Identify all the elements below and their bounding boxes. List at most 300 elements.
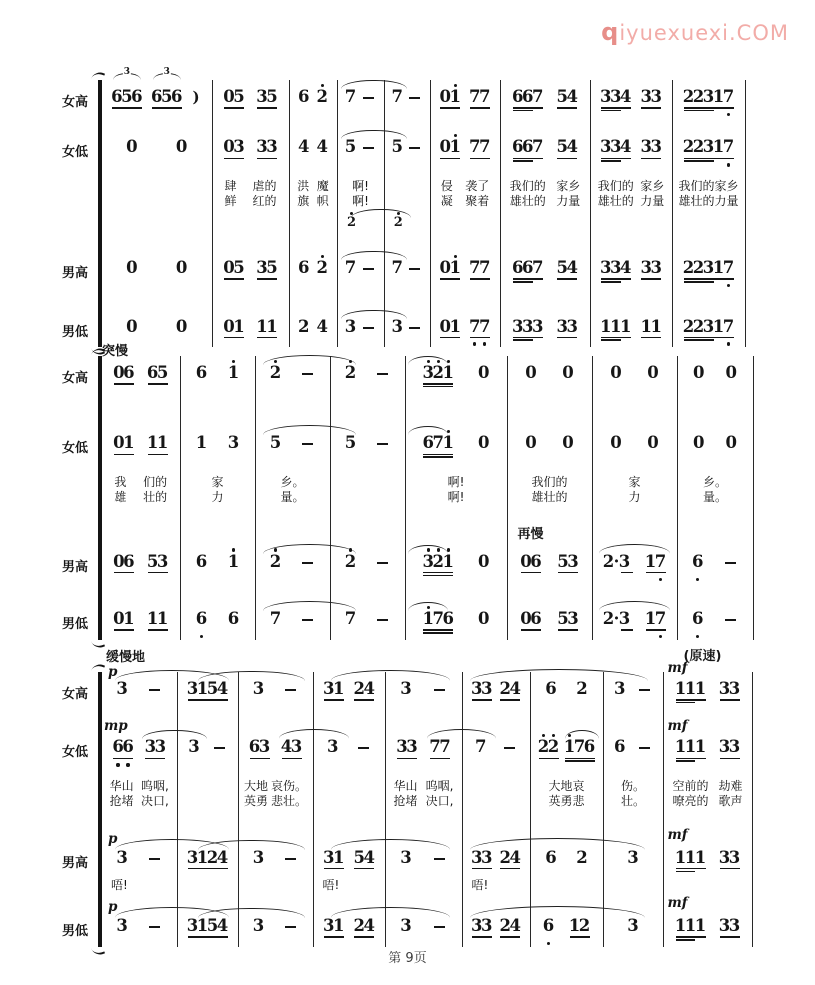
- measure: [100, 779, 177, 794]
- low-octave-dot-slot: [324, 941, 334, 947]
- beam-underline: [324, 699, 344, 700]
- beam-underline: [346, 278, 356, 279]
- lyric-segment: 啊!: [352, 193, 369, 208]
- beam-underline: [611, 383, 621, 384]
- note-digits: 1 1 1: [674, 737, 707, 757]
- note-digits: 7 7: [469, 316, 491, 336]
- triplet-mark: 3: [113, 70, 141, 79]
- lyric-segment: 力量: [556, 193, 581, 208]
- note-digits: 6 5: [146, 363, 169, 382]
- note-group: [397, 731, 417, 767]
- note-digits: 5 3: [557, 609, 579, 629]
- lyric-segment: 嘹亮的: [672, 793, 709, 808]
- low-octave-dot-slot: [480, 341, 490, 347]
- measure: [530, 779, 603, 794]
- lyric-segment: 鲜: [224, 193, 237, 208]
- beam-underline: [148, 572, 168, 573]
- duration-dash: [434, 858, 445, 860]
- note-digits: 3: [344, 316, 357, 336]
- duration-dash: [363, 327, 374, 329]
- beam-underline: [229, 383, 239, 384]
- measure: [677, 602, 753, 639]
- lyric-segment: 雄壮的: [509, 193, 546, 208]
- note-group: [557, 311, 577, 347]
- note-group: [470, 252, 490, 288]
- high-octave-dot-slot: [376, 357, 386, 364]
- measure: [180, 505, 255, 545]
- measure: [212, 194, 289, 209]
- beam-underline: [189, 758, 199, 759]
- lyric-segment: 劫难: [718, 778, 743, 793]
- beam-underline: [117, 936, 127, 937]
- lyric-cell: [239, 779, 313, 794]
- beam-underline: [392, 337, 402, 338]
- measure: [100, 179, 212, 194]
- beam-underline: [362, 158, 376, 159]
- note-group: [558, 603, 578, 639]
- note-group: [723, 546, 737, 582]
- lyric-cell: [314, 794, 385, 809]
- lyric-cell: [593, 490, 677, 505]
- beam-underline: [127, 158, 137, 159]
- note-group: [114, 546, 134, 582]
- note-digits: [408, 88, 422, 106]
- note-group: [601, 81, 631, 117]
- note-digits: [723, 553, 737, 571]
- measure: [592, 582, 677, 602]
- beam-underline: [282, 758, 302, 759]
- note-digits: 5: [344, 137, 357, 157]
- note-digits: 0 5: [223, 258, 245, 278]
- beam-underline: [229, 454, 239, 455]
- measure: [212, 289, 289, 310]
- lyric-segment: 啊!: [447, 489, 465, 504]
- duration-dash: [302, 562, 313, 564]
- lyric-cell: [213, 179, 289, 194]
- beam-underline: [646, 629, 666, 630]
- note-digits: 6: [298, 258, 310, 278]
- note-digits: 0: [478, 363, 490, 382]
- measure: [430, 240, 500, 251]
- duration-dash: [377, 562, 388, 564]
- measure: [180, 426, 255, 463]
- beam-underline: [693, 629, 703, 630]
- note-digits: 6: [298, 87, 310, 106]
- note-digits: 1 1 1: [674, 847, 707, 867]
- high-octave-dot-slot: [723, 546, 733, 553]
- measure: [177, 809, 238, 841]
- beam-underline: [324, 868, 344, 869]
- low-octave-dot-slot: [301, 634, 311, 640]
- note-group: [317, 252, 327, 288]
- measure: [289, 130, 337, 167]
- beam-underline: [563, 454, 573, 455]
- note-group: [557, 131, 577, 167]
- note-group: [720, 842, 740, 878]
- high-octave-dot-slot: [376, 546, 386, 553]
- measure: [500, 168, 590, 179]
- note-digits: 3 1: [323, 679, 345, 698]
- beam-underline: [376, 383, 390, 384]
- measure: [212, 130, 289, 167]
- measure: [603, 893, 663, 909]
- beam-underline: [271, 572, 281, 573]
- low-octave-dot: [727, 284, 730, 287]
- note-digits: 0 1: [113, 433, 135, 453]
- beam-underline: [648, 383, 658, 384]
- measure: [100, 240, 212, 251]
- beam-underline: [324, 936, 344, 937]
- lyric-cell: [385, 194, 430, 209]
- high-octave-dot-slot: [192, 81, 202, 88]
- measure: [289, 251, 337, 288]
- duration-dash: [639, 747, 650, 749]
- note-digits: 3: [188, 737, 200, 757]
- note-group: [127, 311, 137, 347]
- measure: [430, 209, 500, 240]
- beam-underline: [224, 278, 244, 279]
- measure: [330, 582, 405, 602]
- lyric-cell: [664, 794, 752, 809]
- note-group: [224, 81, 244, 117]
- note-group: [557, 81, 577, 117]
- note-group: [151, 67, 183, 117]
- note-digits: 4: [298, 137, 310, 157]
- measure: [337, 194, 384, 209]
- note-digits: 3: [252, 916, 265, 936]
- note-digits: 6 6 7: [512, 137, 544, 157]
- beam-underline: [684, 278, 734, 279]
- note-group: [299, 252, 309, 288]
- voice-label: 女高: [61, 687, 88, 702]
- beam-underline: [284, 868, 298, 869]
- note-digits: [637, 738, 651, 756]
- low-octave-dot-slot: [354, 941, 364, 947]
- measure: [500, 209, 590, 240]
- note-digits: [376, 364, 390, 382]
- lyric-cell: [181, 475, 255, 490]
- beam-underline: [301, 629, 315, 630]
- note-digits: 1 7 6: [563, 737, 596, 757]
- beam-underline: [376, 629, 390, 630]
- note-group: [693, 603, 703, 639]
- lyric-cell: [604, 794, 663, 809]
- note-digits: [301, 364, 315, 382]
- duration-dash: [149, 689, 160, 691]
- measure: [212, 117, 289, 130]
- duration-dash: [149, 926, 160, 928]
- lyric-segment: 家乡: [556, 178, 581, 193]
- note-digits: 7: [344, 609, 357, 629]
- lyric-segment: 决口,: [141, 793, 169, 808]
- beam-underline: [257, 107, 277, 108]
- measure: [663, 826, 752, 878]
- beam-underline: [440, 337, 460, 338]
- note-digits: 0: [525, 433, 537, 453]
- note-digits: [432, 917, 446, 935]
- beam-underline: [346, 383, 356, 384]
- note-group: [224, 252, 244, 288]
- note-group: [676, 842, 706, 878]
- beam-underline: [676, 936, 706, 937]
- beam-underline: [224, 337, 244, 338]
- measure: [430, 117, 500, 130]
- note-group: [257, 81, 277, 117]
- low-octave-dot-slot: [284, 941, 294, 947]
- note-digits: [212, 738, 226, 756]
- low-octave-dot-slot: [432, 941, 442, 947]
- beam-underline: [432, 868, 446, 869]
- duration-dash: [214, 747, 225, 749]
- note-digits: 4: [316, 316, 328, 336]
- note-digits: 2 2: [537, 737, 560, 757]
- measure: [462, 779, 530, 794]
- lyric-cell: [531, 794, 603, 809]
- measure: [530, 794, 603, 809]
- measure: [212, 179, 289, 194]
- note-digits: 1: [227, 551, 240, 571]
- beam-underline: [546, 699, 556, 700]
- note-group: [693, 546, 703, 582]
- note-digits: 2 2 3 1 7: [682, 258, 735, 278]
- measure: [313, 809, 385, 841]
- lyric-segment: 家: [211, 474, 224, 489]
- note-digits: 3 3: [396, 737, 418, 757]
- lyric-cell: [102, 179, 212, 194]
- lyric-segment: 雄壮的: [597, 193, 634, 208]
- note-group: [694, 427, 704, 463]
- note-digits: 3 3: [471, 847, 493, 867]
- measure: [672, 80, 745, 117]
- note-digits: 3 1: [323, 847, 345, 867]
- note-digits: 3 1 2 4: [186, 847, 229, 867]
- note-digits: 3 3: [718, 737, 741, 757]
- beam-underline: [346, 158, 356, 159]
- voice-label: [52, 490, 100, 505]
- measure: [603, 794, 663, 809]
- beam-underline: [394, 230, 402, 231]
- measure: [677, 545, 753, 582]
- low-octave-dot-slot: [423, 634, 433, 640]
- low-octave-dot-slot: [533, 341, 543, 347]
- measure: [672, 240, 745, 251]
- voice-label: [52, 393, 100, 426]
- note-digits: [376, 553, 390, 571]
- duration-dash: [363, 147, 374, 149]
- lyric-segment: 哀伤。: [270, 778, 307, 793]
- lyric-segment: 呜咽,: [425, 778, 454, 793]
- measure: [100, 426, 180, 463]
- low-octave-dot-slot: [254, 941, 264, 947]
- note-digits: 3 3 4: [600, 258, 632, 278]
- lyric-cell: [664, 779, 752, 794]
- note-digits: [408, 138, 422, 156]
- voice-label: 女低: [61, 745, 88, 761]
- lyric-segment: 雄壮的: [531, 489, 568, 504]
- duration-dash: [409, 327, 420, 329]
- note-group: [197, 357, 207, 393]
- note-digits: [432, 849, 446, 867]
- lyric-cell: [463, 794, 530, 809]
- system: [52, 649, 753, 947]
- lyric-cell: [102, 194, 212, 209]
- measure: [180, 393, 255, 426]
- lyric-segment: 凝: [440, 193, 453, 208]
- note-digits: 2 · 3: [602, 551, 631, 571]
- measure: [507, 356, 592, 393]
- note-group: [526, 357, 536, 393]
- note-digits: 6: [227, 609, 240, 629]
- note-digits: 3: [627, 847, 639, 867]
- measure: [430, 179, 500, 194]
- note-group: [539, 731, 559, 767]
- measure: [337, 179, 384, 194]
- watermark: [601, 18, 789, 46]
- measure: [663, 878, 752, 893]
- note-group: [229, 357, 239, 393]
- note-digits: [301, 553, 315, 571]
- note-group: [376, 546, 390, 582]
- beam-underline: [192, 107, 202, 108]
- lyric-segment: 洪: [297, 178, 310, 193]
- note-digits: 3: [252, 847, 265, 867]
- beam-underline: [577, 868, 587, 869]
- measure: [672, 168, 745, 179]
- low-octave-dot-slot: [401, 941, 411, 947]
- note-group: [148, 357, 168, 393]
- measure: [255, 582, 330, 602]
- note-digits: 3 3: [640, 258, 662, 278]
- beam-underline: [346, 572, 356, 573]
- note-group: [317, 311, 327, 347]
- note-group: [479, 546, 489, 582]
- note-digits: 2: [576, 847, 588, 867]
- beam-underline: [676, 758, 706, 759]
- low-octave-dot-slot: [704, 341, 714, 347]
- note-group: [611, 357, 621, 393]
- measure: [212, 251, 289, 288]
- beam-underline: [440, 107, 460, 108]
- low-octave-dot-slot: [580, 941, 590, 947]
- note-group: [177, 131, 187, 167]
- lyric-segment: 虐的: [252, 178, 277, 193]
- lyric-cell: [256, 490, 330, 505]
- beam-underline: [212, 758, 226, 759]
- lyric-cell: [338, 179, 384, 194]
- lyric-cell: [290, 179, 337, 194]
- voice-label: [52, 240, 100, 251]
- duration-dash: [639, 689, 650, 691]
- measure: [500, 240, 590, 251]
- note-group: [694, 357, 704, 393]
- dynamic-mark: mp: [104, 718, 128, 735]
- beam-underline: [570, 936, 590, 937]
- voice-label: [52, 475, 100, 490]
- low-octave-dot: [727, 163, 730, 166]
- note-digits: 1: [195, 433, 208, 453]
- voice-label: [52, 505, 100, 545]
- beam-underline: [229, 629, 239, 630]
- high-octave-dot-slot: [376, 427, 386, 434]
- low-octave-dot-slot: [557, 341, 567, 347]
- measure: [405, 393, 507, 426]
- measure: [180, 475, 255, 490]
- note-digits: 0: [562, 363, 574, 382]
- low-octave-dot: [473, 342, 476, 345]
- beam-underline: [684, 158, 734, 159]
- measure: [405, 464, 507, 475]
- lyric-segment: 雄壮的力量: [678, 193, 739, 208]
- beam-underline: [354, 936, 374, 937]
- note-group: [726, 427, 736, 463]
- lyric-cell: [431, 179, 500, 194]
- beam-underline: [112, 107, 142, 108]
- note-digits: 6: [545, 679, 557, 698]
- measure: [405, 505, 507, 545]
- measure: [430, 168, 500, 179]
- voice-label: [52, 117, 100, 130]
- measure: [663, 649, 752, 709]
- beam-underline: [479, 383, 489, 384]
- measure: [100, 393, 180, 426]
- measure: [100, 209, 212, 240]
- measure: [462, 878, 530, 893]
- measure: [177, 709, 238, 730]
- note-digits: 6 7 1: [422, 433, 454, 453]
- note-digits: 6: [195, 609, 208, 629]
- measure: [592, 475, 677, 490]
- measure: [384, 117, 430, 130]
- note-group: [641, 81, 661, 117]
- dynamic-mark: p: [108, 899, 118, 916]
- low-octave-dot: [200, 635, 203, 638]
- note-group: [557, 252, 577, 288]
- beam-underline: [694, 454, 704, 455]
- high-octave-dot-slot: [408, 252, 418, 259]
- low-octave-dot-slot: [544, 941, 554, 947]
- measure: [100, 67, 212, 117]
- measure: [500, 310, 590, 347]
- duration-dash: [302, 373, 313, 375]
- lyric-segment: 家乡: [640, 178, 665, 193]
- voice-label: [52, 289, 100, 310]
- note-digits: 1 1: [256, 316, 278, 336]
- measure: [337, 240, 384, 251]
- lyric-segment: 力: [628, 489, 641, 504]
- note-group: [641, 252, 661, 288]
- lyric-cell: [664, 878, 752, 893]
- measure: [603, 809, 663, 841]
- note-digits: [723, 610, 737, 628]
- beam-underline: [563, 383, 573, 384]
- measure: [590, 194, 672, 209]
- low-octave-dot-slot: [624, 634, 634, 640]
- lyric-cell: [239, 794, 313, 809]
- measure: [592, 393, 677, 426]
- note-digits: 6 5 6: [151, 87, 183, 106]
- lyric-segment: 英勇悲: [548, 793, 585, 808]
- measure: [100, 344, 180, 393]
- tempo-mark: 缓慢地: [106, 650, 146, 665]
- note-digits: 3: [627, 916, 639, 936]
- page-footer: 第 9页: [388, 951, 427, 966]
- measure: [677, 505, 753, 545]
- beam-underline: [601, 337, 631, 338]
- note-group: [641, 131, 661, 167]
- note-group: [197, 603, 207, 639]
- note-group: [111, 67, 143, 117]
- measure: [238, 779, 313, 794]
